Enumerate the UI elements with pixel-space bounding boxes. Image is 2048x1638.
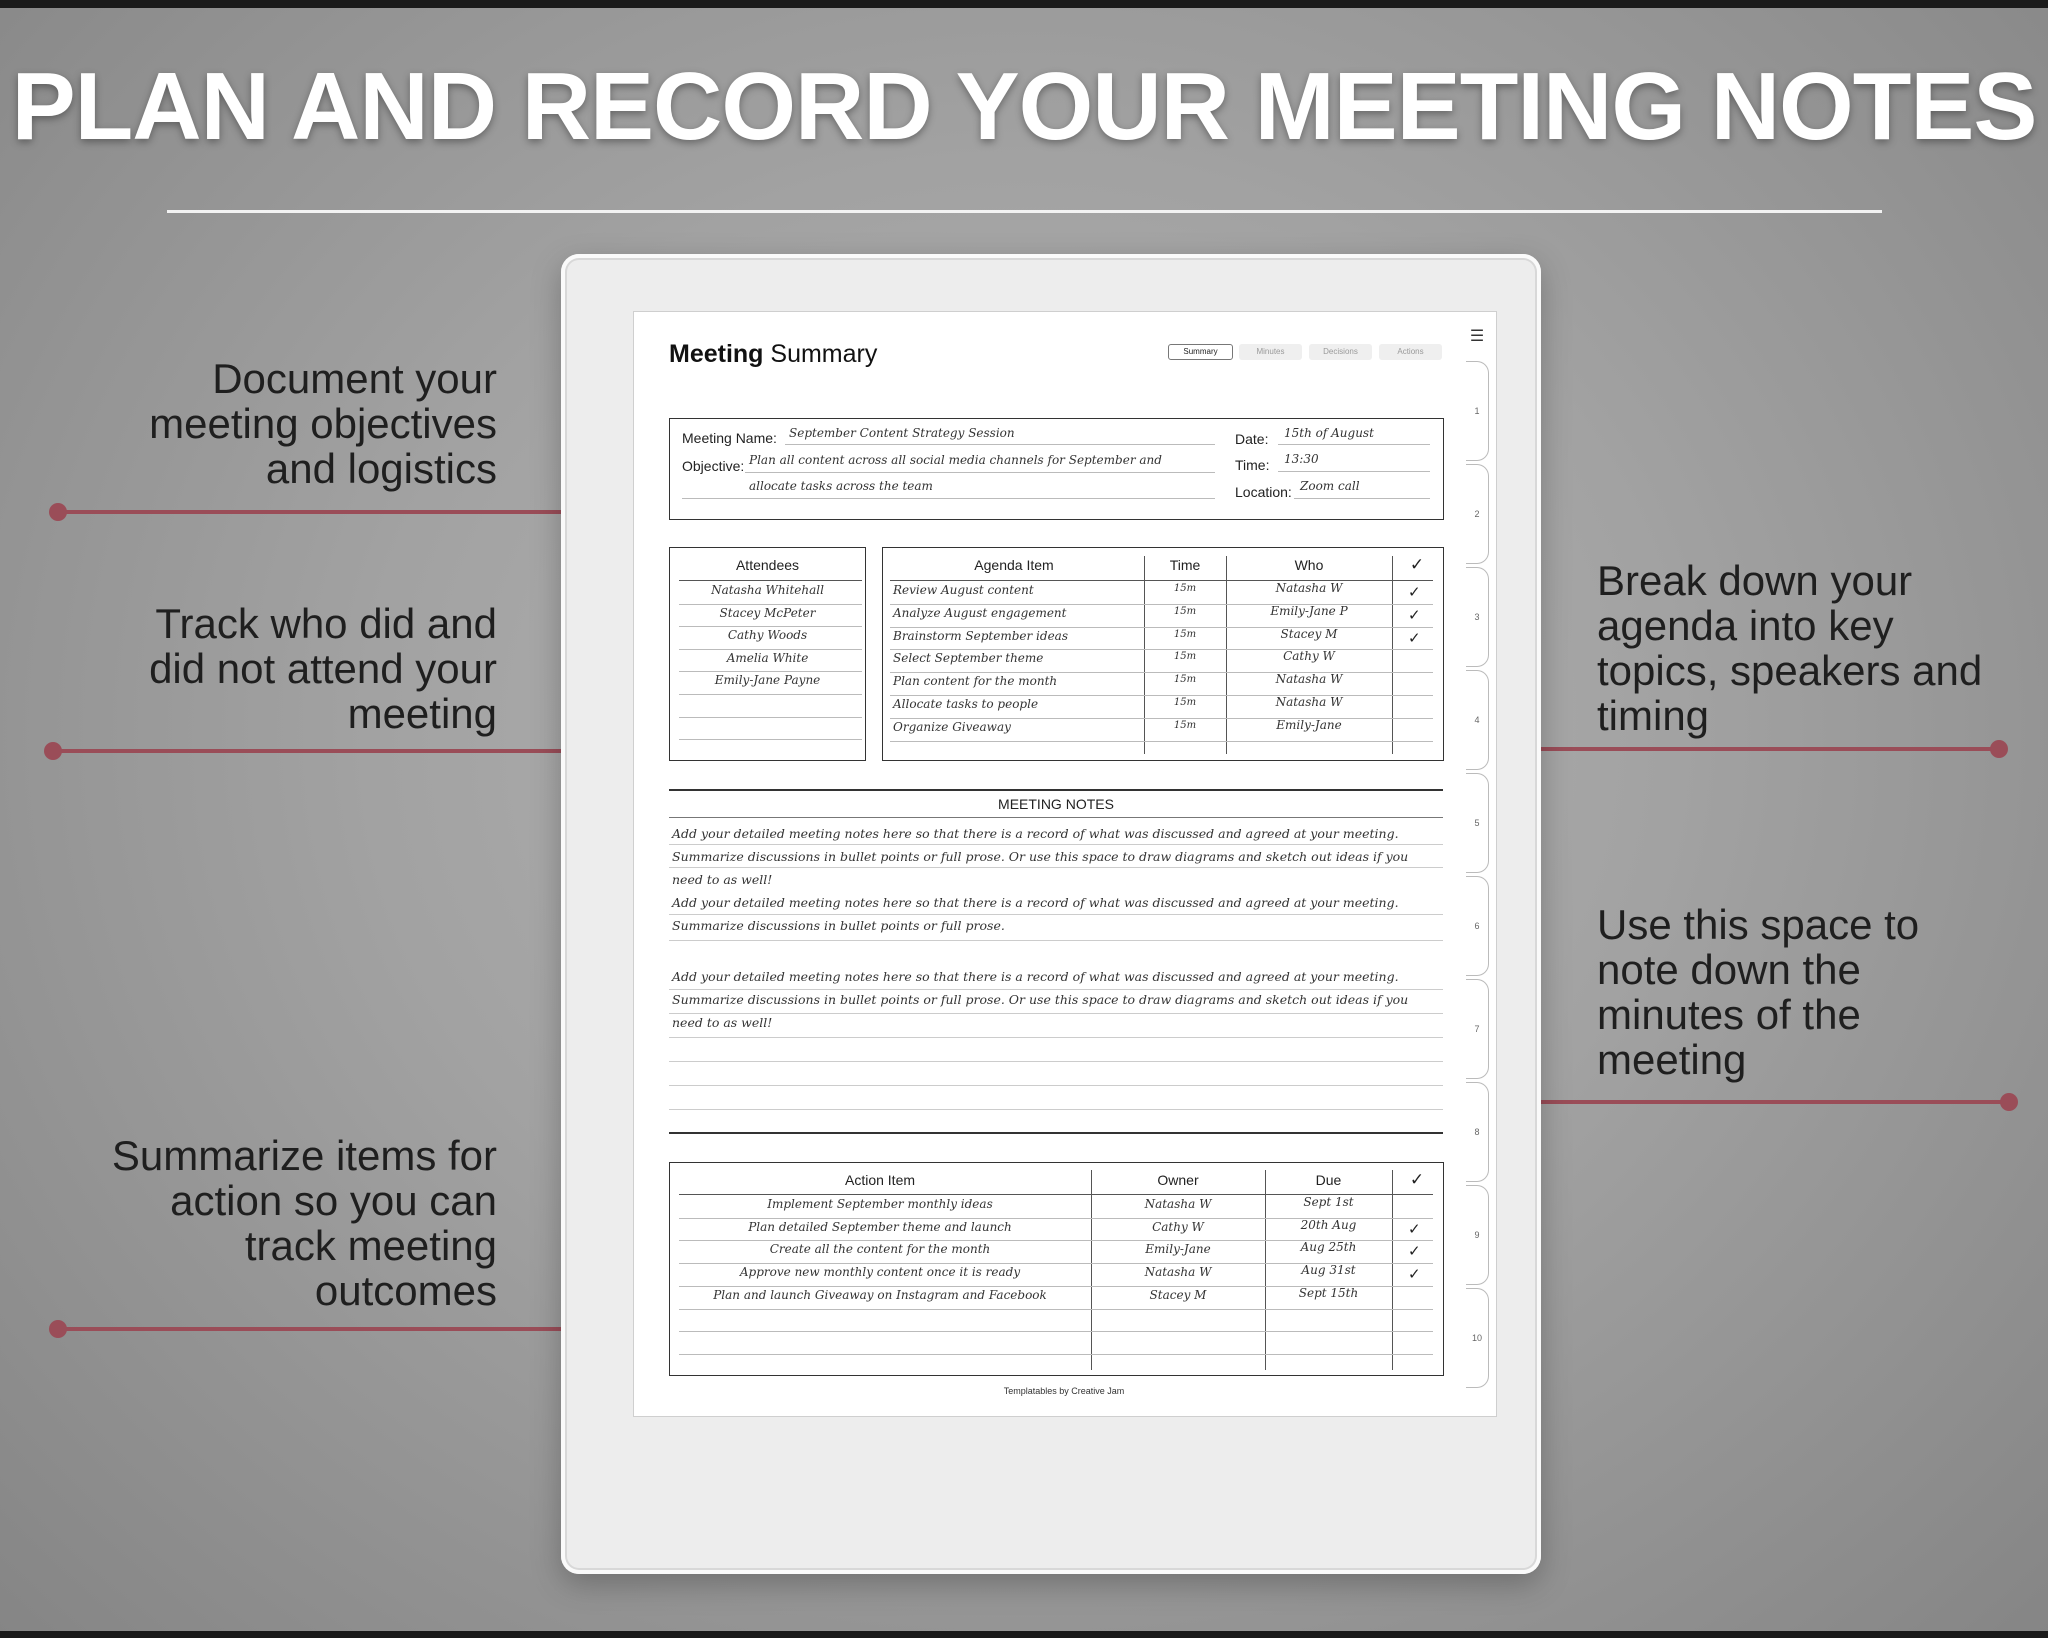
objective-underline-1 [745,472,1215,473]
callout-objectives-dot-start [49,503,67,521]
page-title: Meeting Summary [669,340,878,368]
side-tab-5[interactable]: 5 [1466,773,1489,873]
agenda-check-mark[interactable]: ✓ [1408,584,1421,601]
action-due[interactable]: Aug 31st [1301,1263,1356,1278]
action-check-mark[interactable]: ✓ [1408,1243,1421,1261]
objective-label: Objective: [682,458,745,474]
headline: PLAN AND RECORD YOUR MEETING NOTES [11,53,2037,160]
attendee-row-rule [679,694,862,695]
agenda-who[interactable]: Natasha W [1275,581,1343,595]
side-tab-3[interactable]: 3 [1466,567,1489,667]
side-tab-strip [1466,311,1494,1415]
date-field[interactable]: 15th of August [1284,426,1374,440]
agenda-item[interactable]: Allocate tasks to people [893,697,1039,711]
attendee-row-rule [679,739,862,740]
action-due[interactable]: Aug 25th [1300,1240,1357,1255]
agenda-time[interactable]: 15m [1173,583,1197,594]
callout-actions-dot-start [49,1320,67,1338]
agenda-item[interactable]: Organize Giveaway [893,719,1011,734]
attendee-row-rule [679,604,862,605]
callout-agenda-dot-end [1990,740,2008,758]
attendee-row-rule [679,717,862,718]
agenda-time[interactable]: 15m [1173,651,1197,663]
agenda-check-mark[interactable]: ✓ [1408,629,1421,647]
side-tab-8[interactable]: 8 [1466,1082,1489,1182]
agenda-col-divider-3 [1392,556,1393,754]
agenda-item[interactable]: Review August content [893,583,1034,597]
action-due[interactable]: 20th Aug [1300,1217,1357,1232]
action-owner[interactable]: Emily-Jane [1145,1242,1211,1257]
action-col-divider-3 [1392,1170,1393,1370]
attendee-row-rule [679,626,862,627]
attendee-name[interactable]: Cathy Woods [727,628,808,643]
attendee-name[interactable]: Stacey McPeter [719,605,816,620]
agenda-item[interactable]: Brainstorm September ideas [893,628,1068,643]
action-item[interactable]: Implement September monthly ideas [767,1197,993,1211]
headline-divider [167,210,1882,213]
date-underline [1278,444,1430,445]
location-label: Location: [1235,484,1292,500]
attendees-header: Attendees [735,557,800,573]
action-check-header: ✓ [1409,1170,1425,1189]
agenda-who[interactable]: Natasha W [1275,672,1343,687]
hamburger-icon[interactable]: ☰ [1469,328,1485,345]
notes-top-rule [669,789,1443,791]
meeting-name-label: Meeting Name: [682,430,777,446]
attendee-row-rule [679,671,862,672]
agenda-who[interactable]: Cathy W [1283,649,1335,664]
agenda-check-mark[interactable]: ✓ [1408,606,1421,624]
meeting-notes-title: MEETING NOTES [998,796,1114,812]
notes-paragraph-3[interactable]: Add your detailed meeting notes here so that there is a record of what was discussed and agreed at your meeting. Summarize discussions in bullet points or full prose. Or use this space to draw diagrams and sketch out ideas if you need to as well! [672,969,1409,1030]
time-underline [1278,471,1430,472]
agenda-time[interactable]: 15m [1173,628,1197,640]
notes-ruled-line [669,1109,1443,1110]
agenda-item[interactable]: Select September theme [893,651,1044,666]
callout-attendance-dot-start [44,742,62,760]
time-field[interactable]: 13:30 [1284,452,1319,466]
action-item[interactable]: Create all the content for the month [769,1242,991,1257]
action-owner[interactable]: Natasha W [1144,1197,1212,1211]
agenda-time[interactable]: 15m [1173,719,1197,731]
callout-agenda: Break down your agenda into key topics, speakers and timing [1597,557,1983,739]
callout-minutes: Use this space to note down the minutes of the meeting [1597,901,1920,1083]
tab-minutes[interactable]: Minutes [1239,344,1302,360]
action-owner[interactable]: Stacey M [1149,1287,1207,1302]
notes-bottom-rule [669,1132,1443,1134]
meeting-name-field[interactable]: September Content Strategy Session [789,426,1015,440]
objective-underline-2 [682,498,1215,499]
location-underline [1294,498,1430,499]
notes-ruled-line [669,1061,1443,1062]
action-owner-header: Owner [1157,1172,1199,1188]
action-due-header: Due [1315,1172,1342,1188]
objective-field-line1[interactable]: Plan all content across all social media channels for September and [749,453,1162,467]
agenda-time[interactable]: 15m [1173,697,1197,708]
action-due[interactable]: Sept 15th [1298,1285,1359,1300]
attendee-name[interactable]: Emily-Jane Payne [714,673,821,688]
notes-paragraph-2[interactable]: Add your detailed meeting notes here so that there is a record of what was discussed and agreed at your meeting. Summarize discussions in bullet points or full prose. [672,895,1399,933]
callout-actions: Summarize items for action so you can track meeting outcomes [111,1132,497,1314]
agenda-time[interactable]: 15m [1173,605,1197,617]
footer-credit: Templatables by Creative Jam [1003,1386,1125,1396]
side-tab-1[interactable]: 1 [1466,361,1489,461]
bottom-border [0,1631,2048,1638]
side-tab-4[interactable]: 4 [1466,670,1489,770]
side-tab-6[interactable]: 6 [1466,876,1489,976]
agenda-time[interactable]: 15m [1173,674,1197,686]
attendee-row-rule [679,649,862,650]
date-label: Date: [1235,431,1269,447]
action-owner[interactable]: Cathy W [1152,1219,1204,1234]
notes-ruled-line [669,1037,1443,1038]
time-label: Time: [1235,457,1270,473]
agenda-who[interactable]: Emily-Jane P [1270,603,1348,618]
side-tab-10[interactable]: 10 [1466,1288,1489,1388]
agenda-who[interactable]: Stacey M [1280,626,1338,641]
agenda-item[interactable]: Plan content for the month [893,674,1058,689]
action-row-rule [679,1331,1433,1332]
action-row-rule [679,1354,1433,1355]
action-item[interactable]: Plan detailed September theme and launch [748,1219,1012,1234]
action-item-header: Action Item [844,1172,916,1188]
side-tab-2[interactable]: 2 [1466,464,1489,564]
callout-objectives: Document your meeting objectives and logistics [149,355,497,492]
agenda-item[interactable]: Analyze August engagement [893,605,1067,620]
notes-ruled-line [669,1085,1443,1086]
side-tab-7[interactable]: 7 [1466,979,1489,1079]
meeting-name-underline [785,444,1215,445]
agenda-item-header: Agenda Item [974,557,1054,573]
action-item[interactable]: Approve new monthly content once it is ready [739,1265,1021,1280]
notes-title-rule [669,817,1443,818]
callout-minutes-dot-end [2000,1093,2018,1111]
action-row-rule [679,1309,1433,1310]
action-owner[interactable]: Natasha W [1144,1265,1212,1280]
attendee-name[interactable]: Amelia White [726,650,809,665]
agenda-who[interactable]: Emily-Jane [1276,717,1342,732]
tab-summary[interactable]: Summary [1168,344,1233,360]
notes-ruled-line [669,940,1443,941]
action-check-mark[interactable]: ✓ [1408,1220,1421,1238]
agenda-time-header: Time [1169,557,1201,573]
callout-attendance: Track who did and did not attend your meeting [149,600,497,737]
action-check-mark[interactable]: ✓ [1408,1266,1421,1284]
tab-decisions[interactable]: Decisions [1309,344,1372,360]
location-field[interactable]: Zoom call [1300,479,1360,493]
side-tab-9[interactable]: 9 [1466,1185,1489,1285]
top-border [0,0,2048,8]
action-due[interactable]: Sept 1st [1303,1195,1354,1209]
action-item[interactable]: Plan and launch Giveaway on Instagram and Facebook [713,1287,1047,1302]
attendees-header-rule [679,580,862,581]
attendee-name[interactable]: Natasha Whitehall [711,583,824,597]
agenda-check-header: ✓ [1409,555,1425,574]
agenda-who-header: Who [1294,557,1324,573]
agenda-who[interactable]: Natasha W [1275,695,1343,709]
objective-field-line2[interactable]: allocate tasks across the team [749,479,933,493]
notes-paragraph-1[interactable]: Add your detailed meeting notes here so that there is a record of what was discussed and agreed at your meeting. Summarize discussions in bullet points or full prose. Or use this space to draw diagrams and sketch out ideas if you need to as well! [672,826,1409,887]
tab-actions[interactable]: Actions [1379,344,1442,360]
agenda-row-rule [890,741,1433,742]
